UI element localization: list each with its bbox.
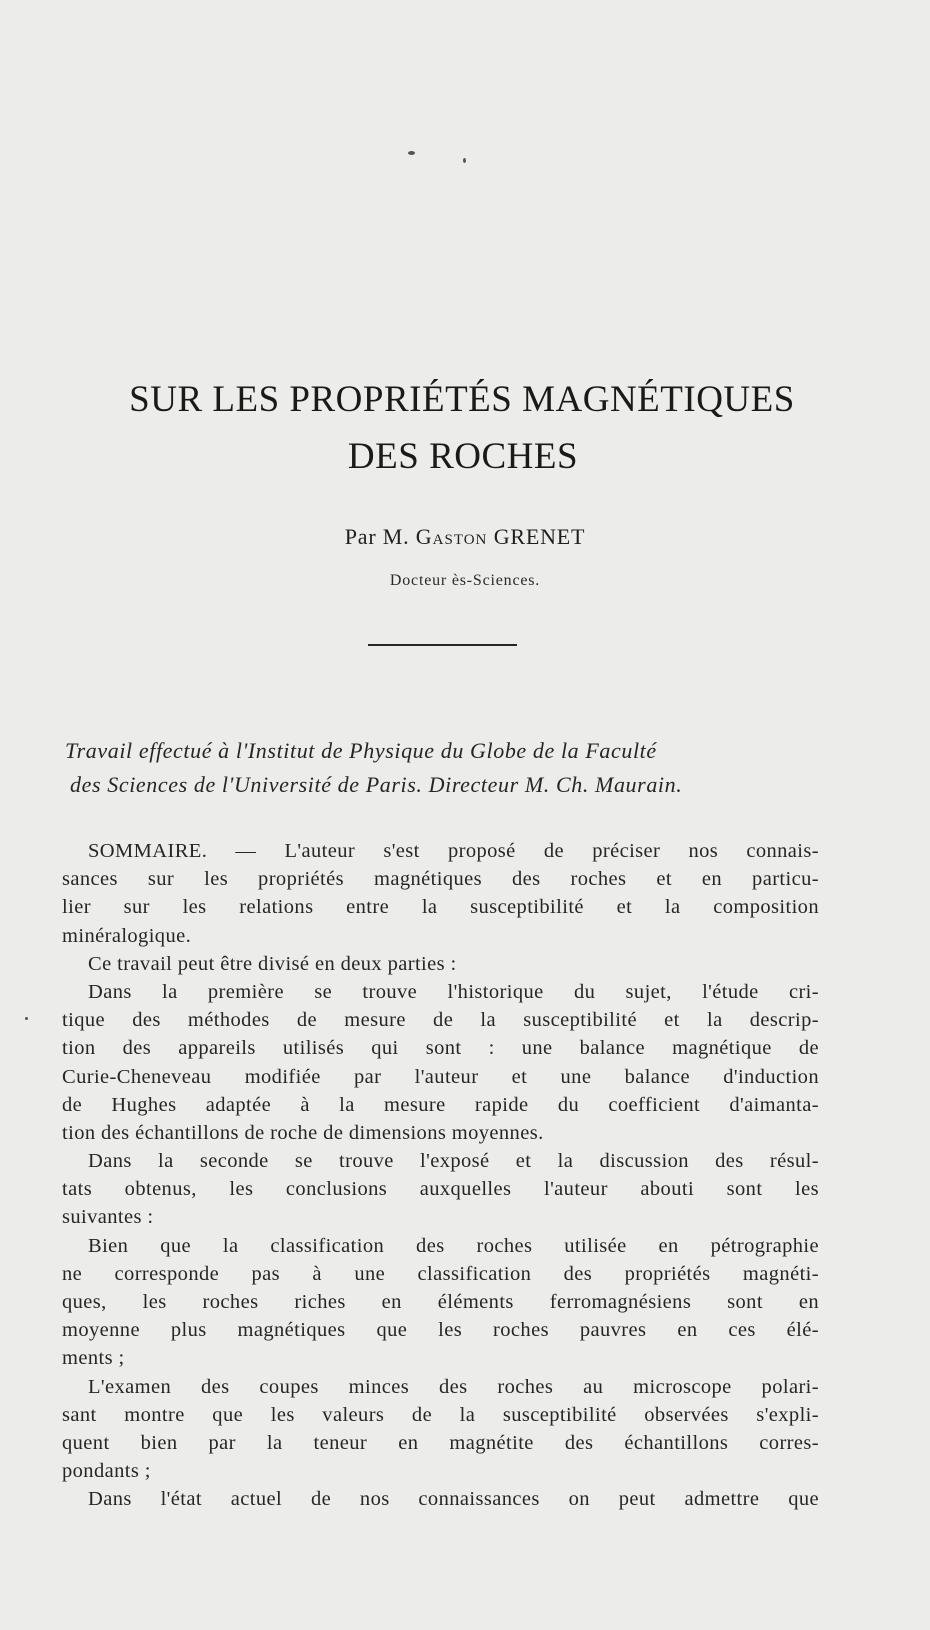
body-line: minéralogique.: [62, 924, 192, 947]
ink-speck: [25, 1017, 28, 1020]
body-line: tats obtenus, les conclusions auxquelles l'auteur abouti sont les: [62, 1178, 819, 1201]
body-line: de Hughes adaptée à la mesure rapide du coefficient d'aimanta-: [62, 1093, 819, 1116]
body-line: Bien que la classification des roches utilisée en pétrographie: [88, 1234, 819, 1257]
article-title-line-2: DES ROCHES: [347, 436, 579, 477]
separator-rule: [368, 644, 517, 646]
affiliation-line-2: des Sciences de l'Université de Paris. Directeur M. Ch. Maurain.: [70, 772, 683, 797]
body-line: tique des méthodes de mesure de la susceptibilité et la descrip-: [62, 1009, 819, 1032]
body-line: quent bien par la teneur en magnétite des échantillons corres-: [62, 1431, 819, 1454]
body-line: pondants ;: [62, 1460, 151, 1483]
body-line: moyenne plus magnétiques que les roches pauvres en ces élé-: [62, 1319, 819, 1342]
body-line: tion des appareils utilisés qui sont : une balance magnétique de: [62, 1037, 819, 1060]
body-line: ments ;: [62, 1347, 125, 1370]
body-line: Dans la première se trouve l'historique du sujet, l'étude cri-: [88, 980, 819, 1003]
body-line: SOMMAIRE. — L'auteur s'est proposé de préciser nos connais-: [88, 840, 819, 862]
body-line: Dans l'état actuel de nos connaissances on peut admettre que: [88, 1488, 819, 1511]
body-line: suivantes :: [62, 1206, 154, 1229]
body-line: Dans la seconde se trouve l'exposé et la discussion des résul-: [88, 1150, 819, 1173]
body-line: tion des échantillons de roche de dimensions moyennes.: [62, 1121, 544, 1144]
affiliation-line-1: Travail effectué à l'Institut de Physique du Globe de la Faculté: [65, 738, 657, 763]
body-line: ques, les roches riches en éléments ferromagnésiens sont en: [62, 1291, 819, 1313]
article-title-line-1: SUR LES PROPRIÉTÉS MAGNÉTIQUES: [129, 379, 795, 420]
summary-body: [62, 837, 819, 1514]
author-degree: Docteur ès-Sciences.: [389, 572, 541, 589]
body-line: sant montre que les valeurs de la susceptibilité observées s'expli-: [62, 1403, 819, 1426]
body-line: Ce travail peut être divisé en deux parties :: [88, 952, 457, 975]
author-surname: GRENET: [493, 524, 586, 549]
body-line: L'examen des coupes minces des roches au microscope polari-: [88, 1375, 819, 1398]
body-line: sances sur les propriétés magnétiques des roches et en particu-: [62, 868, 819, 891]
author-prefix: Par M.: [344, 524, 410, 549]
body-line: lier sur les relations entre la susceptibilité et la composition: [62, 896, 819, 919]
ink-speck: [408, 151, 415, 155]
author-given-name: Gaston: [415, 524, 488, 549]
body-line: Curie-Cheneveau modifiée par l'auteur et une balance d'induction: [62, 1065, 819, 1088]
body-line: ne corresponde pas à une classification des propriétés magnéti-: [62, 1262, 819, 1285]
author-line: [0, 524, 930, 550]
ink-speck: [463, 158, 466, 163]
